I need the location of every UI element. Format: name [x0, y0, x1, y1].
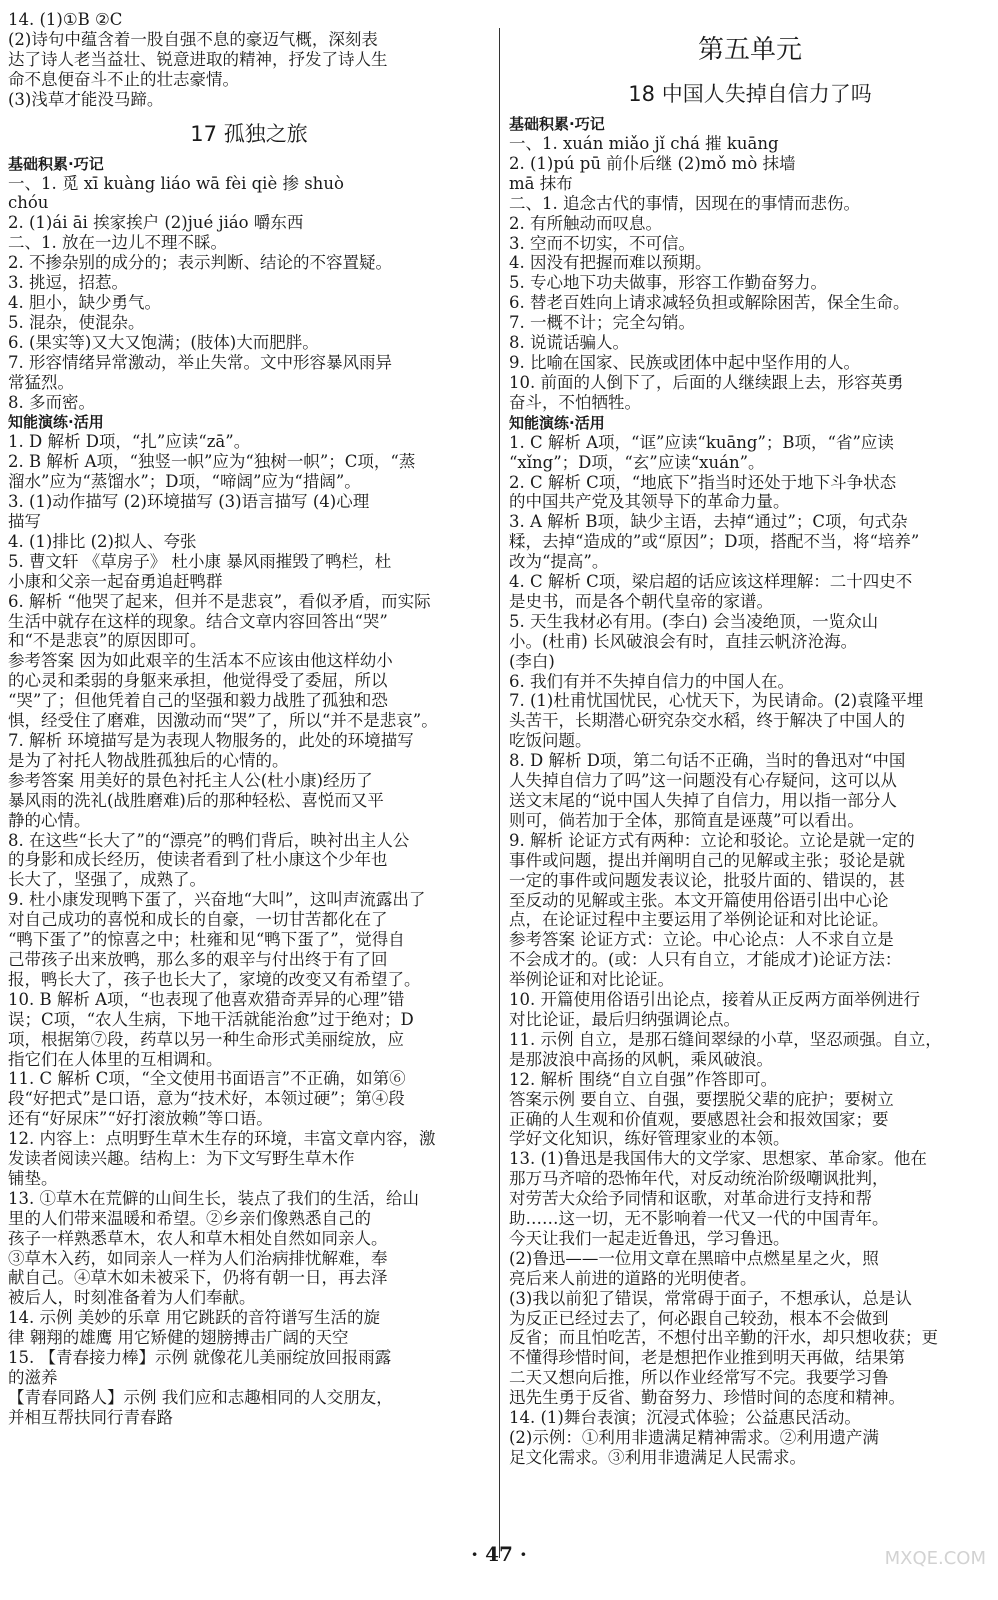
answer-line: 6. 我们有并不失掉自信力的中国人在。 [509, 671, 794, 691]
answer-line: 4. (1)排比 (2)拟人、夸张 [8, 531, 197, 551]
answer-line: 9. 解析 论证方式有两种：立论和驳论。立论是就一定的 [509, 830, 915, 850]
answer-line: 7. 解析 环境描写是为表现人物服务的，此处的环境描写 [8, 731, 414, 750]
answer-line: 至反动的见解或主张。本文开篇使用俗语引出中心论 [509, 890, 889, 910]
answer-line: 被后人，时刻准备着为人们奉献。 [8, 1288, 256, 1308]
answer-line: 二天又想向后推，所以作业经常写不完。我要学习鲁 [509, 1368, 889, 1388]
answer-line: ③草木入药，如同亲人一样为人们治病排忧解难，奉 [8, 1248, 388, 1268]
answer-line: 指它们在人体里的互相调和。 [8, 1049, 223, 1069]
answer-line: 律 翱翔的雄鹰 用它矫健的翅膀搏击广阔的天空 [8, 1328, 349, 1348]
answer-line: 人失掉自信力了吗”这一问题没有心存疑问，这可以从 [509, 771, 897, 791]
answer-line: 吃饭问题。 [509, 731, 592, 751]
right-practice-answers [509, 433, 991, 1468]
lesson-17-title: 17 孤独之旅 [190, 121, 308, 146]
answer-line: “鸭下蛋了”的惊喜之中；杜雍和见“鸭下蛋了”，觉得自 [8, 930, 405, 950]
answer-line: 不懂得珍惜时间，老是想把作业推到明天再做，结果第 [509, 1348, 905, 1368]
answer-line: 9. 比喻在国家、民族或团体中起中坚作用的人。 [509, 352, 860, 372]
answer-line: 8. 多而密。 [8, 392, 95, 412]
answer-line: 里的人们带来温暖和希望。②乡亲们像熟悉自己的 [8, 1208, 371, 1228]
answer-line: 事件或问题，提出并阐明自己的见解或主张；驳论是就 [509, 850, 905, 870]
answer-line: 8. 说谎话骗人。 [509, 333, 629, 353]
answer-line: 还有“好尿床”“好打滚放赖”等口语。 [8, 1109, 273, 1129]
answer-line: 生活中就存在这样的现象。结合文章内容回答出“哭” [8, 611, 388, 631]
answer-line: 9. 杜小康发现鸭下蛋了，兴奋地“大叫”，这叫声流露出了 [8, 890, 426, 910]
answer-line: 是为了衬托人物战胜孤独后的心情的。 [8, 750, 289, 770]
answer-line: 5. 混杂，使混杂。 [8, 312, 145, 332]
left-basic-answers [8, 174, 490, 413]
answer-line: 并相互帮扶同行青春路 [8, 1407, 173, 1427]
left-section-basic: 基础积累·巧记 [8, 154, 104, 173]
answer-line: 反省；而且怕吃苦，不想付出辛勤的汗水，却只想收获；更 [509, 1328, 938, 1348]
answer-line: 1. D 解析 D项，“扎”应读“zā”。 [8, 432, 251, 452]
answer-line: 4. C 解析 C项，梁启超的话应该这样理解：二十四史不 [509, 572, 913, 592]
answer-line: 2. (1)pú pū 前仆后继 (2)mǒ mò 抹墙 [509, 153, 796, 173]
answer-line: (李白) [509, 651, 555, 671]
answer-line: 常猛烈。 [8, 372, 74, 392]
answer-line: 学好文化知识，练好管理家业的本领。 [509, 1129, 790, 1149]
answer-line: 2. (1)ái āi 挨家挨户 (2)jué jiáo 嚼东西 [8, 213, 304, 233]
answer-line: 那万马齐喑的恐怖年代，对反动统治阶级嘲讽批判， [509, 1169, 889, 1189]
answer-line: 的身影和成长经历，使读者看到了杜小康这个少年也 [8, 850, 388, 870]
answer-line: 【青春同路人】示例 我们应和志趣相同的人交朋友， [8, 1387, 393, 1407]
left-practice-answers [8, 432, 490, 1427]
answer-line: 5. 专心地下功夫做事，形容工作勤奋努力。 [509, 273, 827, 293]
answer-line: 头苦干，长期潜心研究杂交水稻，终于解决了中国人的 [509, 711, 905, 731]
answer-line: 对自己成功的喜悦和成长的自豪，一切甘苦都化在了 [8, 910, 388, 930]
left-section-practice: 知能演练·活用 [8, 413, 104, 432]
answer-line: 献自己。④草木如未被采下，仍将有朝一日，再去泽 [8, 1268, 388, 1288]
answer-line: 7. 形容情绪异常激动，举止失常。文中形容暴风雨异 [8, 352, 392, 372]
right-section-practice: 知能演练·活用 [509, 413, 605, 432]
answer-line: “哭”了；但他凭着自己的坚强和毅力战胜了孤独和恐 [8, 691, 388, 711]
answer-line: 点，在论证过程中主要运用了举例论证和对比论证。 [509, 910, 889, 930]
answer-line: 5. 天生我材必有用。(李白) 会当凌绝顶，一览众山 [509, 611, 879, 631]
answer-line: 4. 胆小，缺少勇气。 [8, 292, 161, 312]
answer-line: 13. ①草木在荒僻的山间生长，装点了我们的生活，给山 [8, 1188, 419, 1208]
answer-line: 14. 示例 美妙的乐章 用它跳跃的音符谱写生活的旋 [8, 1308, 380, 1328]
answer-line: (3)浅草才能没马蹄。 [8, 89, 164, 109]
answer-line: 12. 内容上：点明野生草木生存的环境，丰富文章内容，激 [8, 1129, 436, 1149]
answer-line: 正确的人生观和价值观，要感恩社会和报效国家；要 [509, 1109, 889, 1129]
answer-line: 孩子一样熟悉草木，农人和草木相处自然如同亲人。 [8, 1228, 388, 1248]
answer-line: 3. A 解析 B项，缺少主语，去掉“通过”；C项，句式杂 [509, 512, 908, 532]
left-top-answers [8, 10, 490, 110]
answer-line: 误；C项，“农人生病，下地干活就能治愈”过于绝对；D [8, 1009, 414, 1029]
answer-line: (2)鲁迅——一位用文章在黑暗中点燃星星之火，照 [509, 1248, 879, 1268]
answer-line: 10. B 解析 A项，“也表现了他喜欢猎奇弄异的心理”错 [8, 989, 405, 1009]
answer-line: 10. 开篇使用俗语引出论点，接着从正反两方面举例进行 [509, 990, 920, 1010]
answer-line: 发读者阅读兴趣。结构上：为下文写野生草木作 [8, 1149, 355, 1169]
answer-line: 12. 解析 围绕“自立自强”作答即可。 [509, 1069, 778, 1089]
lesson-18-title: 18 中国人失掉自信力了吗 [628, 82, 872, 106]
answer-line: 7. (1)杜甫忧国忧民，心忧天下，为民请命。(2)袁隆平埋 [509, 691, 924, 711]
watermark: MXQE.COM [884, 1548, 986, 1569]
answer-line: 助……这一切，无不影响着一代又一代的中国青年。 [509, 1209, 889, 1229]
answer-line: 14. (1)舞台表演；沉浸式体验；公益惠民活动。 [509, 1408, 861, 1428]
answer-line: 和“不是悲哀”的原因即可。 [8, 631, 207, 651]
answer-line: “xǐng”；D项，“玄”应读“xuán”。 [509, 452, 765, 472]
answer-line: 小。(杜甫) 长风破浪会有时，直挂云帆济沧海。 [509, 631, 858, 651]
answer-line: 7. 一概不计；完全勾销。 [509, 313, 695, 333]
answer-line: 2. 不掺杂别的成分的；表示判断、结论的不容置疑。 [8, 253, 392, 273]
answer-line: 6. (果实等)又大又饱满；(肢体)大而肥胖。 [8, 332, 319, 352]
answer-line: 的心灵和柔弱的身躯来承担，他觉得受了委屈，所以 [8, 671, 388, 691]
answer-line: 3. 空而不切实，不可信。 [509, 233, 695, 253]
answer-line: 不会成才的。(或：人只有自立，才能成才)论证方法： [509, 950, 902, 970]
answer-line: 为反正已经过去了，何必跟自己较劲，根本不会做到 [509, 1308, 889, 1328]
answer-line: 2. B 解析 A项，“独竖一帜”应为“独树一帜”；C项，“蒸 [8, 452, 416, 472]
right-column [509, 10, 991, 1468]
answer-line: 今天让我们一起走近鲁迅，学习鲁迅。 [509, 1228, 790, 1248]
answer-line: chóu [8, 193, 49, 213]
answer-line: 3. 挑逗，招惹。 [8, 273, 128, 293]
answer-line: (2)诗句中蕴含着一股自强不息的豪迈气概，深刻表 [8, 29, 378, 49]
answer-line: 2. 有所触动而叹息。 [509, 213, 662, 233]
answer-line: 1. C 解析 A项，“诓”应读“kuāng”；B项，“省”应读 [509, 432, 894, 452]
right-basic-answers [509, 134, 991, 413]
answer-line: 亮后来人前进的道路的光明使者。 [509, 1268, 757, 1288]
answer-line: 项，根据第⑦段，药草以另一种生命形式美丽绽放，应 [8, 1029, 404, 1049]
answer-line: 答案示例 要自立、自强，要摆脱父辈的庇护；要树立 [509, 1089, 894, 1109]
answer-line: 己带孩子出来放鸭，那么多的艰辛与付出终于有了回 [8, 949, 388, 969]
answer-line: 达了诗人老当益壮、锐意进取的精神，抒发了诗人生 [8, 49, 388, 69]
answer-line: 6. 解析 “他哭了起来，但并不是悲哀”，看似矛盾，而实际 [8, 591, 431, 611]
unit-title: 第五单元 [697, 35, 802, 65]
right-section-basic: 基础积累·巧记 [509, 115, 605, 133]
answer-line: 11. C 解析 C项，“全文使用书面语言”不正确，如第⑥ [8, 1069, 406, 1089]
answer-line: 段“好把式”是口语，意为“技术好，本领过硬”；第④段 [8, 1089, 405, 1109]
answer-line: 二、1. 放在一边儿不理不睬。 [8, 233, 227, 253]
answer-line: 小康和父亲一起奋勇追赶鸭群 [8, 571, 223, 591]
answer-line: 惧，经受住了磨难，因激动而“哭”了，所以“并不是悲哀”。 [8, 711, 438, 731]
answer-line: 报，鸭长大了，孩子也长大了，家境的改变又有希望了。 [8, 969, 421, 989]
answer-line: 2. C 解析 C项，“地底下”指当时还处于地下斗争状态 [509, 472, 897, 492]
answer-line: 参考答案 论证方式：立论。中心论点：人不求自立是 [509, 930, 894, 950]
answer-line: 是那波浪中高扬的风帆，乘风破浪。 [509, 1049, 773, 1069]
answer-line: 5. 曹文轩 《草房子》 杜小康 暴风雨摧毁了鸭栏，杜 [8, 551, 392, 571]
answer-line: 是史书，而是各个朝代皇帝的家谱。 [509, 591, 773, 611]
answer-line: 的中国共产党及其领导下的革命力量。 [509, 492, 790, 512]
answer-line: 奋斗，不怕牺牲。 [509, 392, 641, 412]
answer-line: 则可，倘若加于全体，那简直是诬蔑”可以看出。 [509, 810, 864, 830]
answer-line: 送文末尾的“说中国人失掉了自信力，用以指一部分人 [509, 791, 897, 810]
answer-line: 8. D 解析 D项，第二句话不正确，当时的鲁迅对“中国 [509, 751, 906, 771]
answer-line: 一定的事件或问题发表议论，批驳片面的、错误的，甚 [509, 870, 905, 890]
answer-line: 暴风雨的洗礼(战胜磨难)后的那种轻松、喜悦而又平 [8, 790, 384, 810]
answer-line: 糅，去掉“造成的”或“原因”；D项，搭配不当，将“培养” [509, 532, 920, 552]
column-divider [499, 28, 500, 1558]
answer-line: (3)我以前犯了错误，常常碍于面子，不想承认，总是认 [509, 1288, 912, 1308]
answer-line: 8. 在这些“长大了”的“漂亮”的鸭们背后，映衬出主人公 [8, 830, 410, 850]
answer-line: 3. (1)动作描写 (2)环境描写 (3)语言描写 (4)心理 [8, 492, 370, 512]
answer-line: 11. 示例 自立，是那石缝间翠绿的小草，坚忍顽强。自立， [509, 1029, 942, 1049]
answer-line: (2)示例：①利用非遗满足精神需求。②利用遗产满 [509, 1428, 879, 1447]
answer-line: 长大了，坚强了，成熟了。 [8, 870, 206, 890]
answer-line: 描写 [8, 512, 41, 532]
answer-line: 10. 前面的人倒下了，后面的人继续跟上去，形容英勇 [509, 372, 904, 392]
answer-line: 14. (1)①B ②C [8, 10, 123, 29]
answer-line: 对劳苦大众给予同情和讴歌，对革命进行支持和帮 [509, 1189, 872, 1209]
answer-line: 参考答案 因为如此艰辛的生活本不应该由他这样幼小 [8, 651, 393, 671]
answer-line: 迅先生勇于反省、勤奋努力、珍惜时间的态度和精神。 [509, 1388, 905, 1408]
answer-line: 溜水”应为“蒸馏水”；D项，“啼阔”应为“措阔”。 [8, 472, 361, 492]
answer-line: 静的心情。 [8, 810, 91, 830]
answer-line: 一、1. xuán miǎo jǐ chá 摧 kuāng [509, 134, 779, 153]
answer-line: 足文化需求。③利用非遗满足人民需求。 [509, 1447, 806, 1467]
answer-line: 的滋养 [8, 1368, 58, 1387]
answer-line: 铺垫。 [8, 1168, 58, 1188]
answer-line: 参考答案 用美好的景色衬托主人公(杜小康)经历了 [8, 770, 373, 790]
page-number: · 47 · [471, 1542, 527, 1566]
left-column [8, 10, 490, 1428]
answer-line: 二、1. 追念古代的事情，因现在的事情而悲伤。 [509, 193, 860, 213]
answer-line: 15. 【青春接力棒】示例 就像花儿美丽绽放回报雨露 [8, 1348, 392, 1368]
answer-line: 改为“提高”。 [509, 552, 609, 572]
answer-line: 对比论证，最后归纳强调论点。 [509, 1009, 740, 1029]
answer-line: 举例论证和对比论证。 [509, 970, 674, 990]
answer-line: 命不息便奋斗不止的壮志豪情。 [8, 69, 239, 89]
answer-line: 6. 替老百姓向上请求减轻负担或解除困苦，保全生命。 [509, 293, 910, 313]
answer-line: 4. 因没有把握而难以预期。 [509, 253, 712, 273]
answer-line: mā 抹布 [509, 173, 573, 193]
answer-line: 一、1. 觅 xī kuàng liáo wā fèi qiè 掺 shuò [8, 173, 344, 193]
answer-line: 13. (1)鲁迅是我国伟大的文学家、思想家、革命家。他在 [509, 1149, 927, 1169]
